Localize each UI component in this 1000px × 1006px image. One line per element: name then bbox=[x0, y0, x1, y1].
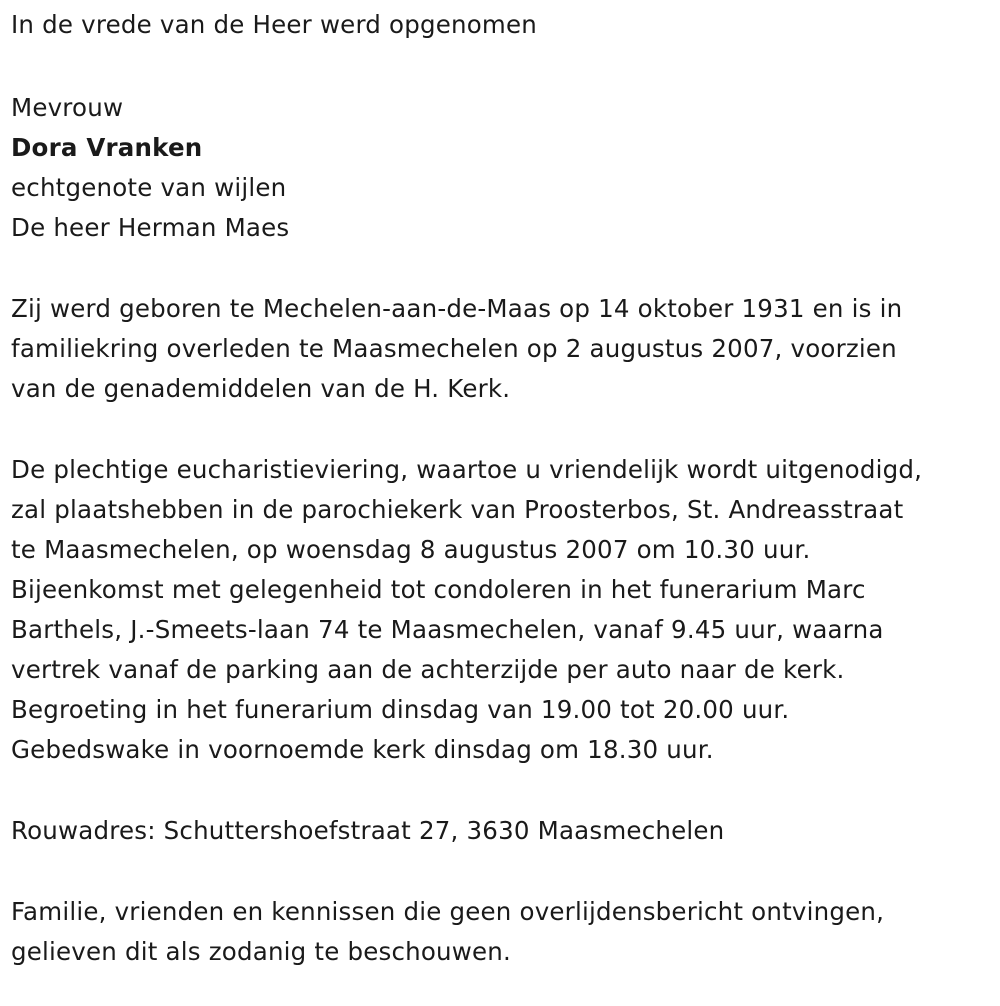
paragraph-line: Zij werd geboren te Mechelen-aan-de-Maas op 14 oktober 1931 en is in bbox=[11, 294, 903, 323]
birth-death-paragraph bbox=[11, 289, 996, 409]
mourning-address: Rouwadres: Schuttershoefstraat 27, 3630 Maasmechelen bbox=[11, 816, 725, 845]
notice-heading: In de vrede van de Heer werd opgenomen bbox=[11, 10, 537, 39]
relation-text: echtgenote van wijlen bbox=[11, 173, 287, 202]
ceremony-paragraph bbox=[11, 450, 996, 770]
paragraph-line: vertrek vanaf de parking aan de achterzijde per auto naar de kerk. bbox=[11, 655, 845, 684]
paragraph-line: Barthels, J.-Smeets-laan 74 te Maasmechelen, vanaf 9.45 uur, waarna bbox=[11, 615, 884, 644]
paragraph-line: gelieven dit als zodanig te beschouwen. bbox=[11, 937, 512, 966]
paragraph-line: Begroeting in het funerarium dinsdag van 19.00 tot 20.00 uur. bbox=[11, 695, 790, 724]
paragraph-line: De plechtige eucharistieviering, waartoe u vriendelijk wordt uitgenodigd, bbox=[11, 455, 923, 484]
closing-paragraph bbox=[11, 892, 996, 972]
paragraph-line: Gebedswake in voornoemde kerk dinsdag om 18.30 uur. bbox=[11, 735, 714, 764]
paragraph-line: te Maasmechelen, op woensdag 8 augustus 2007 om 10.30 uur. bbox=[11, 535, 811, 564]
person-block bbox=[11, 88, 996, 248]
paragraph-line: familiekring overleden te Maasmechelen op 2 augustus 2007, voorzien bbox=[11, 334, 897, 363]
address-paragraph bbox=[11, 811, 996, 851]
paragraph-line: van de genademiddelen van de H. Kerk. bbox=[11, 374, 511, 403]
spouse-name: De heer Herman Maes bbox=[11, 213, 290, 242]
deceased-name: Dora Vranken bbox=[11, 133, 203, 162]
death-notice bbox=[11, 8, 996, 972]
paragraph-line: Bijeenkomst met gelegenheid tot condoleren in het funerarium Marc bbox=[11, 575, 866, 604]
paragraph-line: zal plaatshebben in de parochiekerk van Proosterbos, St. Andreasstraat bbox=[11, 495, 904, 524]
paragraph-line: Familie, vrienden en kennissen die geen overlijdensbericht ontvingen, bbox=[11, 897, 885, 926]
salutation: Mevrouw bbox=[11, 93, 124, 122]
